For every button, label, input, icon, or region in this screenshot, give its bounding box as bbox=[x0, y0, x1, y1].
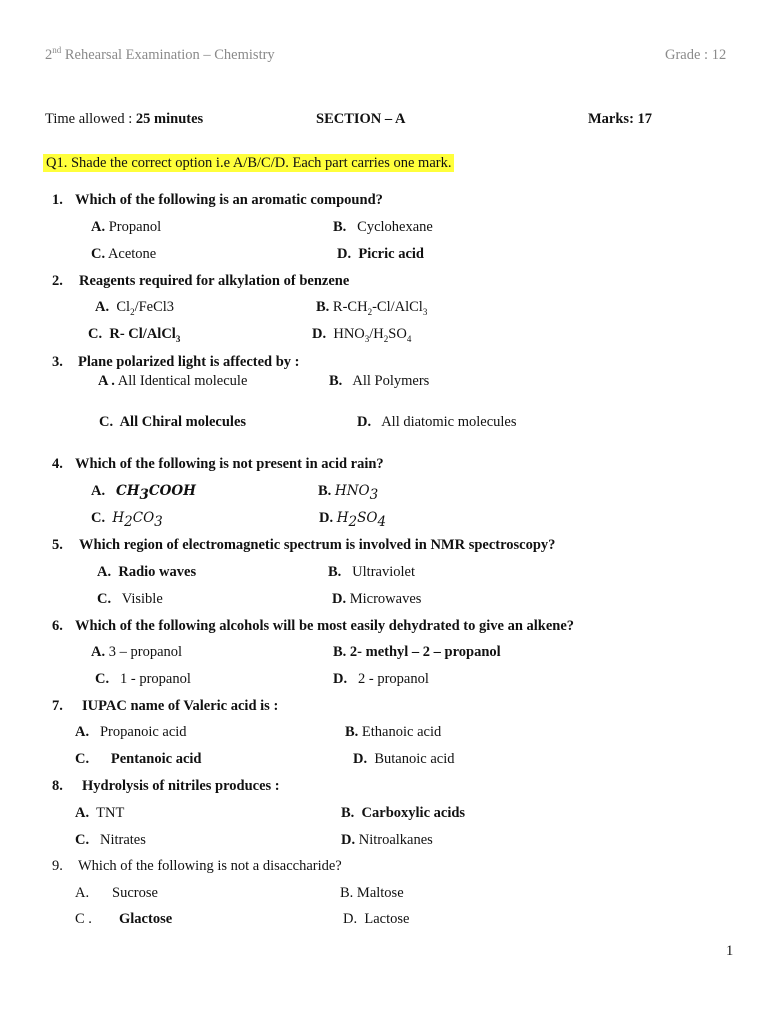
q3-option-a bbox=[98, 373, 247, 390]
option-text: 2 - propanol bbox=[357, 671, 429, 687]
option-text: SO bbox=[388, 326, 407, 342]
q3-option-c bbox=[99, 414, 246, 431]
option-letter: C. bbox=[91, 246, 106, 262]
option-text: Ethanoic acid bbox=[361, 724, 442, 740]
q3-option-d bbox=[357, 414, 517, 431]
option-text: Microwaves bbox=[349, 591, 422, 607]
q4-option-a bbox=[91, 483, 196, 503]
q1-option-d bbox=[337, 246, 424, 263]
option-letter: A. bbox=[75, 885, 90, 901]
q7-option-a bbox=[75, 724, 187, 741]
page-number: 1 bbox=[726, 943, 734, 959]
question-1-text: Which of the following is an aromatic compound? bbox=[75, 192, 383, 208]
q2-option-a bbox=[95, 299, 174, 316]
option-letter: D. bbox=[312, 326, 327, 342]
q8-option-c bbox=[75, 832, 146, 849]
subscript: 2 bbox=[130, 306, 135, 317]
q1-option-c bbox=[91, 246, 156, 263]
subscript: 2 bbox=[383, 333, 389, 344]
option-text: 1 - propanol bbox=[119, 671, 191, 687]
option-letter: B. bbox=[333, 219, 347, 235]
q8-option-d bbox=[341, 832, 433, 849]
grade-label: Grade : 12 bbox=[665, 47, 727, 63]
option-text: 3 – propanol bbox=[108, 644, 183, 660]
subscript: 3 bbox=[139, 486, 149, 503]
instruction bbox=[43, 155, 454, 172]
subscript: 3 bbox=[154, 513, 163, 530]
option-text: -Cl/AlCl bbox=[372, 299, 423, 315]
option-text: TNT bbox=[96, 805, 125, 821]
exam-ordinal-suffix: nd bbox=[52, 45, 62, 56]
q2-option-b bbox=[316, 299, 427, 316]
formula: CH bbox=[115, 483, 140, 499]
exam-title: Rehearsal Examination – Chemistry bbox=[61, 47, 275, 63]
option-text: Ultraviolet bbox=[352, 564, 415, 580]
q5-option-c bbox=[97, 591, 163, 608]
option-text: Propanol bbox=[108, 219, 162, 235]
option-letter: A. bbox=[91, 219, 106, 235]
q6-option-a bbox=[91, 644, 182, 661]
option-text: Propanoic acid bbox=[99, 724, 187, 740]
option-text: Maltose bbox=[356, 885, 404, 901]
option-letter: A. bbox=[91, 644, 106, 660]
question-6-text: Which of the following alcohols will be most easily dehydrated to give an alkene? bbox=[75, 618, 575, 634]
question-3-number: 3. bbox=[52, 354, 63, 370]
option-text: Nitrates bbox=[99, 832, 146, 848]
section-title: SECTION – A bbox=[316, 111, 406, 127]
option-text: Picric acid bbox=[358, 246, 424, 262]
option-letter: D. bbox=[319, 510, 334, 526]
option-letter: D. bbox=[337, 246, 352, 262]
q9-option-c bbox=[75, 911, 92, 928]
option-letter: A. bbox=[91, 483, 106, 499]
q8-option-b bbox=[341, 805, 465, 822]
option-text: Butanoic acid bbox=[374, 751, 455, 767]
option-text: Nitroalkanes bbox=[358, 832, 433, 848]
option-text: Cyclohexane bbox=[357, 219, 433, 235]
option-letter: D. bbox=[343, 911, 358, 927]
option-text: Radio waves bbox=[118, 564, 197, 580]
option-text: /FeCl3 bbox=[134, 299, 175, 315]
option-text: All Identical molecule bbox=[117, 373, 248, 389]
option-letter: C. bbox=[75, 832, 90, 848]
option-letter: D. bbox=[341, 832, 356, 848]
q4-option-c bbox=[91, 510, 163, 530]
subscript: 3 bbox=[369, 486, 379, 503]
subscript: 2 bbox=[348, 513, 358, 530]
q3-option-b bbox=[329, 373, 429, 390]
question-1-number: 1. bbox=[52, 192, 63, 208]
option-letter: A. bbox=[75, 805, 90, 821]
formula: CO bbox=[132, 510, 155, 526]
q6-option-b bbox=[333, 644, 501, 661]
option-letter: B. bbox=[328, 564, 342, 580]
q2-option-d bbox=[312, 326, 411, 343]
formula: SO bbox=[357, 510, 378, 526]
option-letter: B. bbox=[329, 373, 343, 389]
q9-option-a bbox=[75, 885, 89, 902]
option-text: /H bbox=[369, 326, 384, 342]
instruction-highlight: Q1. Shade the correct option i.e A/B/C/D. Each part carries one mark. bbox=[43, 154, 454, 172]
option-text: 2- methyl – 2 – propanol bbox=[349, 644, 501, 660]
subscript: 2 bbox=[367, 306, 373, 317]
option-letter: D. bbox=[333, 671, 348, 687]
option-text: Visible bbox=[121, 591, 163, 607]
question-9-text: Which of the following is not a disaccharide? bbox=[78, 858, 342, 874]
q4-option-b bbox=[318, 483, 379, 503]
subscript: 4 bbox=[377, 513, 387, 530]
q2-option-c bbox=[88, 326, 180, 343]
q7-option-b bbox=[345, 724, 441, 741]
option-text: Pentanoic acid bbox=[110, 751, 202, 767]
option-text: R-CH bbox=[332, 299, 368, 315]
option-text: Lactose bbox=[364, 911, 410, 927]
q9-option-a-text: Sucrose bbox=[112, 885, 158, 901]
option-letter: C. bbox=[95, 671, 110, 687]
time-allowed-label: Time allowed : bbox=[45, 111, 136, 127]
question-2-text: Reagents required for alkylation of benzene bbox=[79, 273, 350, 289]
option-letter: B. bbox=[318, 483, 332, 499]
formula: H bbox=[336, 510, 349, 526]
question-5-number: 5. bbox=[52, 537, 63, 553]
question-2-number: 2. bbox=[52, 273, 63, 289]
q9-option-c-text: Glactose bbox=[119, 911, 173, 927]
q4-option-d bbox=[319, 510, 387, 530]
option-letter: A . bbox=[98, 373, 115, 389]
option-text: All diatomic molecules bbox=[381, 414, 517, 430]
option-letter: D. bbox=[353, 751, 368, 767]
q7-option-c bbox=[75, 751, 201, 768]
option-letter: C. bbox=[91, 510, 106, 526]
option-letter: C. bbox=[97, 591, 112, 607]
formula: H bbox=[112, 510, 125, 526]
question-9-number: 9. bbox=[52, 858, 63, 874]
subscript: 3 bbox=[422, 306, 428, 317]
question-5-text: Which region of electromagnetic spectrum is involved in NMR spectroscopy? bbox=[79, 537, 556, 553]
option-text: HNO bbox=[333, 326, 365, 342]
exam-ordinal: 2 bbox=[45, 47, 53, 63]
question-8-number: 8. bbox=[52, 778, 63, 794]
option-letter: B. bbox=[345, 724, 359, 740]
q9-option-d bbox=[343, 911, 409, 928]
formula: HNO bbox=[334, 483, 370, 499]
option-text: All Chiral molecules bbox=[119, 414, 247, 430]
option-text: All Polymers bbox=[352, 373, 430, 389]
time-allowed bbox=[45, 111, 203, 128]
option-text: Cl bbox=[116, 299, 131, 315]
q7-option-d bbox=[353, 751, 455, 768]
formula: COOH bbox=[148, 483, 196, 499]
q5-option-a bbox=[97, 564, 196, 581]
option-letter: B. bbox=[333, 644, 347, 660]
q9-option-b bbox=[340, 885, 404, 902]
q6-option-d bbox=[333, 671, 429, 688]
option-letter: B. bbox=[316, 299, 330, 315]
option-text: Carboxylic acids bbox=[361, 805, 466, 821]
option-letter: B. bbox=[340, 885, 354, 901]
subscript: 4 bbox=[406, 333, 412, 344]
option-letter: A. bbox=[95, 299, 110, 315]
option-letter: C. bbox=[88, 326, 103, 342]
question-8-text: Hydrolysis of nitriles produces : bbox=[82, 778, 280, 794]
option-text: R- Cl/AlCl bbox=[109, 326, 176, 342]
option-letter: A. bbox=[75, 724, 90, 740]
option-text: Acetone bbox=[107, 246, 157, 262]
exam-header bbox=[45, 47, 275, 64]
q5-option-d bbox=[332, 591, 421, 608]
subscript: 3 bbox=[364, 333, 370, 344]
option-letter: A. bbox=[97, 564, 112, 580]
subscript: 3 bbox=[175, 333, 181, 344]
q5-option-b bbox=[328, 564, 415, 581]
option-letter: D. bbox=[357, 414, 372, 430]
question-6-number: 6. bbox=[52, 618, 63, 634]
question-7-number: 7. bbox=[52, 698, 63, 714]
option-letter: B. bbox=[341, 805, 355, 821]
question-7-text: IUPAC name of Valeric acid is : bbox=[82, 698, 279, 714]
option-letter: C. bbox=[99, 414, 114, 430]
option-letter: C . bbox=[75, 911, 92, 927]
option-letter: C. bbox=[75, 751, 90, 767]
question-3-text: Plane polarized light is affected by : bbox=[78, 354, 300, 370]
marks-label: Marks: 17 bbox=[588, 111, 653, 127]
subscript: 2 bbox=[124, 513, 133, 530]
q6-option-c bbox=[95, 671, 191, 688]
option-letter: D. bbox=[332, 591, 347, 607]
q1-option-b bbox=[333, 219, 433, 236]
time-allowed-value: 25 minutes bbox=[135, 111, 204, 127]
question-4-text: Which of the following is not present in acid rain? bbox=[75, 456, 384, 472]
q1-option-a bbox=[91, 219, 161, 236]
question-4-number: 4. bbox=[52, 456, 63, 472]
q8-option-a bbox=[75, 805, 124, 822]
